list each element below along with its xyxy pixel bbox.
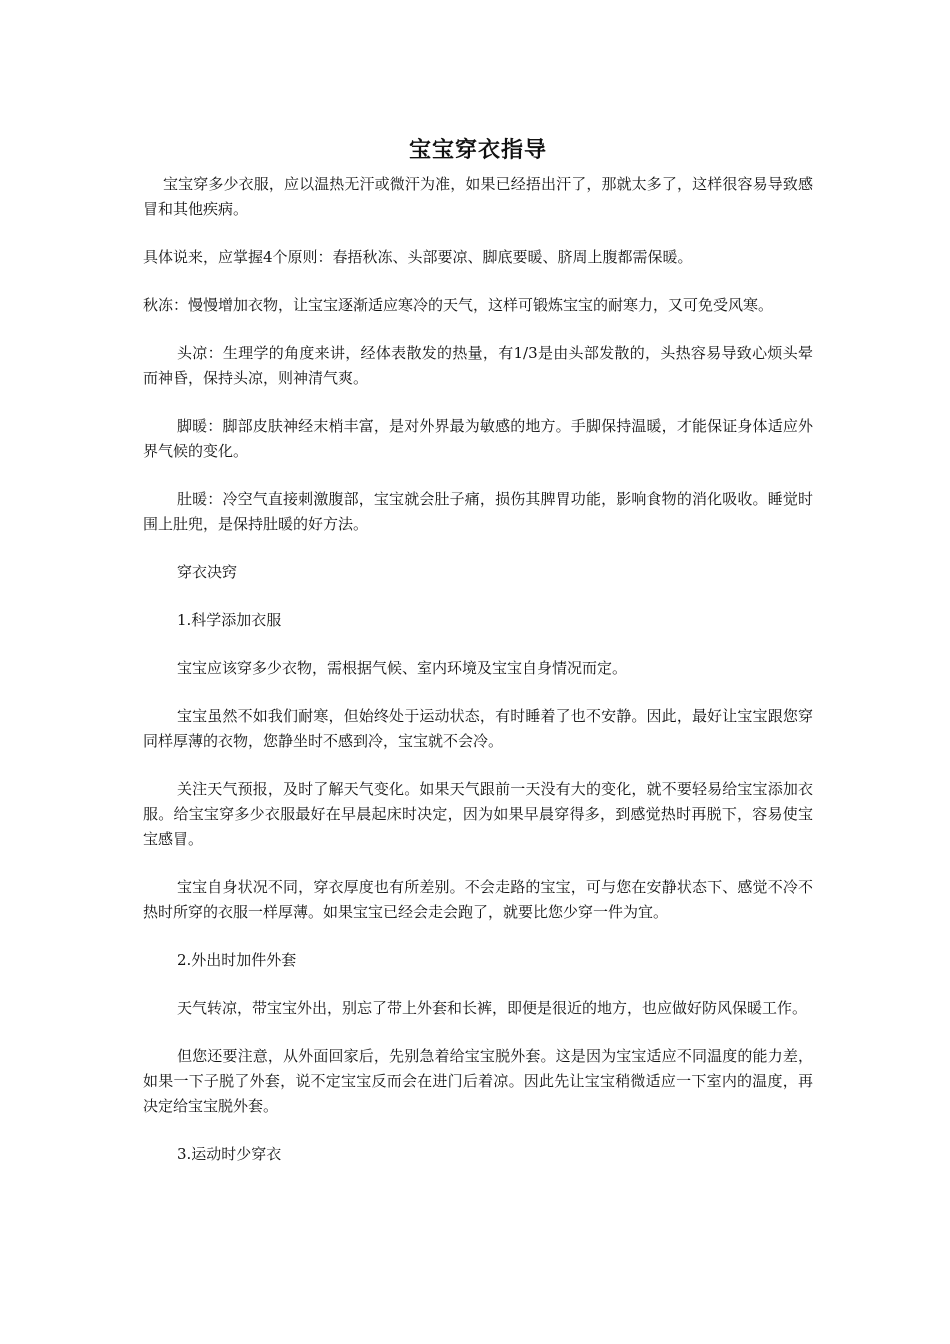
section-heading-2: 2.外出时加件外套 <box>177 951 297 969</box>
paragraph-autumn-cool: 秋冻：慢慢增加衣物，让宝宝逐渐适应寒冷的天气，这样可锻炼宝宝的耐寒力，又可免受风寒。 <box>143 296 774 314</box>
paragraph-principles: 具体说来，应掌握4个原则：春捂秋冻、头部要凉、脚底要暖、脐周上腹都需保暖。 <box>143 248 693 266</box>
paragraph-outing: 天气转凉，带宝宝外出，别忘了带上外套和长裤，即便是很近的地方，也应做好防风保暖工作。 <box>177 999 808 1017</box>
page-title: 宝宝穿衣指导 <box>408 138 547 163</box>
paragraph-cold-tolerance: 宝宝虽然不如我们耐寒，但始终处于运动状态，有时睡着了也不安静。因此，最好让宝宝跟您穿同样厚薄的衣物，您静坐时不感到冷，宝宝就不会冷。 <box>143 707 813 750</box>
paragraph-weather-forecast: 关注天气预报，及时了解天气变化。如果天气跟前一天没有大的变化，就不要轻易给宝宝添加衣服。给宝宝穿多少衣服最好在早晨起床时决定，因为如果早晨穿得多，到感觉热时再脱下，容易使宝宝感冒。 <box>143 780 813 848</box>
section-heading-1: 1.科学添加衣服 <box>177 611 282 629</box>
paragraph-head-cool: 头凉：生理学的角度来讲，经体表散发的热量，有1/3是由头部发散的，头热容易导致心烦头晕而神昏，保持头凉，则神清气爽。 <box>143 344 813 387</box>
paragraph-clothing-amount: 宝宝应该穿多少衣物，需根据气候、室内环境及宝宝自身情况而定。 <box>177 659 628 677</box>
paragraph-belly-warm: 肚暖：冷空气直接刺激腹部，宝宝就会肚子痛，损伤其脾胃功能，影响食物的消化吸收。睡觉时围上肚兜，是保持肚暖的好方法。 <box>143 490 813 533</box>
paragraph-feet-warm: 脚暖：脚部皮肤神经末梢丰富，是对外界最为敏感的地方。手脚保持温暖，才能保证身体适应外界气候的变化。 <box>143 417 813 460</box>
paragraph-intro: 宝宝穿多少衣服，应以温热无汗或微汗为准，如果已经捂出汗了，那就太多了，这样很容易导致感冒和其他疾病。 <box>143 175 813 218</box>
section-heading-tips: 穿衣决窍 <box>177 563 238 581</box>
section-heading-3: 3.运动时少穿衣 <box>177 1145 282 1163</box>
paragraph-baby-condition: 宝宝自身状况不同，穿衣厚度也有所差别。不会走路的宝宝，可与您在安静状态下、感觉不冷不热时所穿的衣服一样厚薄。如果宝宝已经会走会跑了，就要比您少穿一件为宜。 <box>143 878 813 921</box>
paragraph-return-home: 但您还要注意，从外面回家后，先别急着给宝宝脱外套。这是因为宝宝适应不同温度的能力差，如果一下子脱了外套，说不定宝宝反而会在进门后着凉。因此先让宝宝稍微适应一下室内的温度，再决定给宝宝脱外套。 <box>143 1047 813 1115</box>
document-body <box>143 130 813 1190</box>
